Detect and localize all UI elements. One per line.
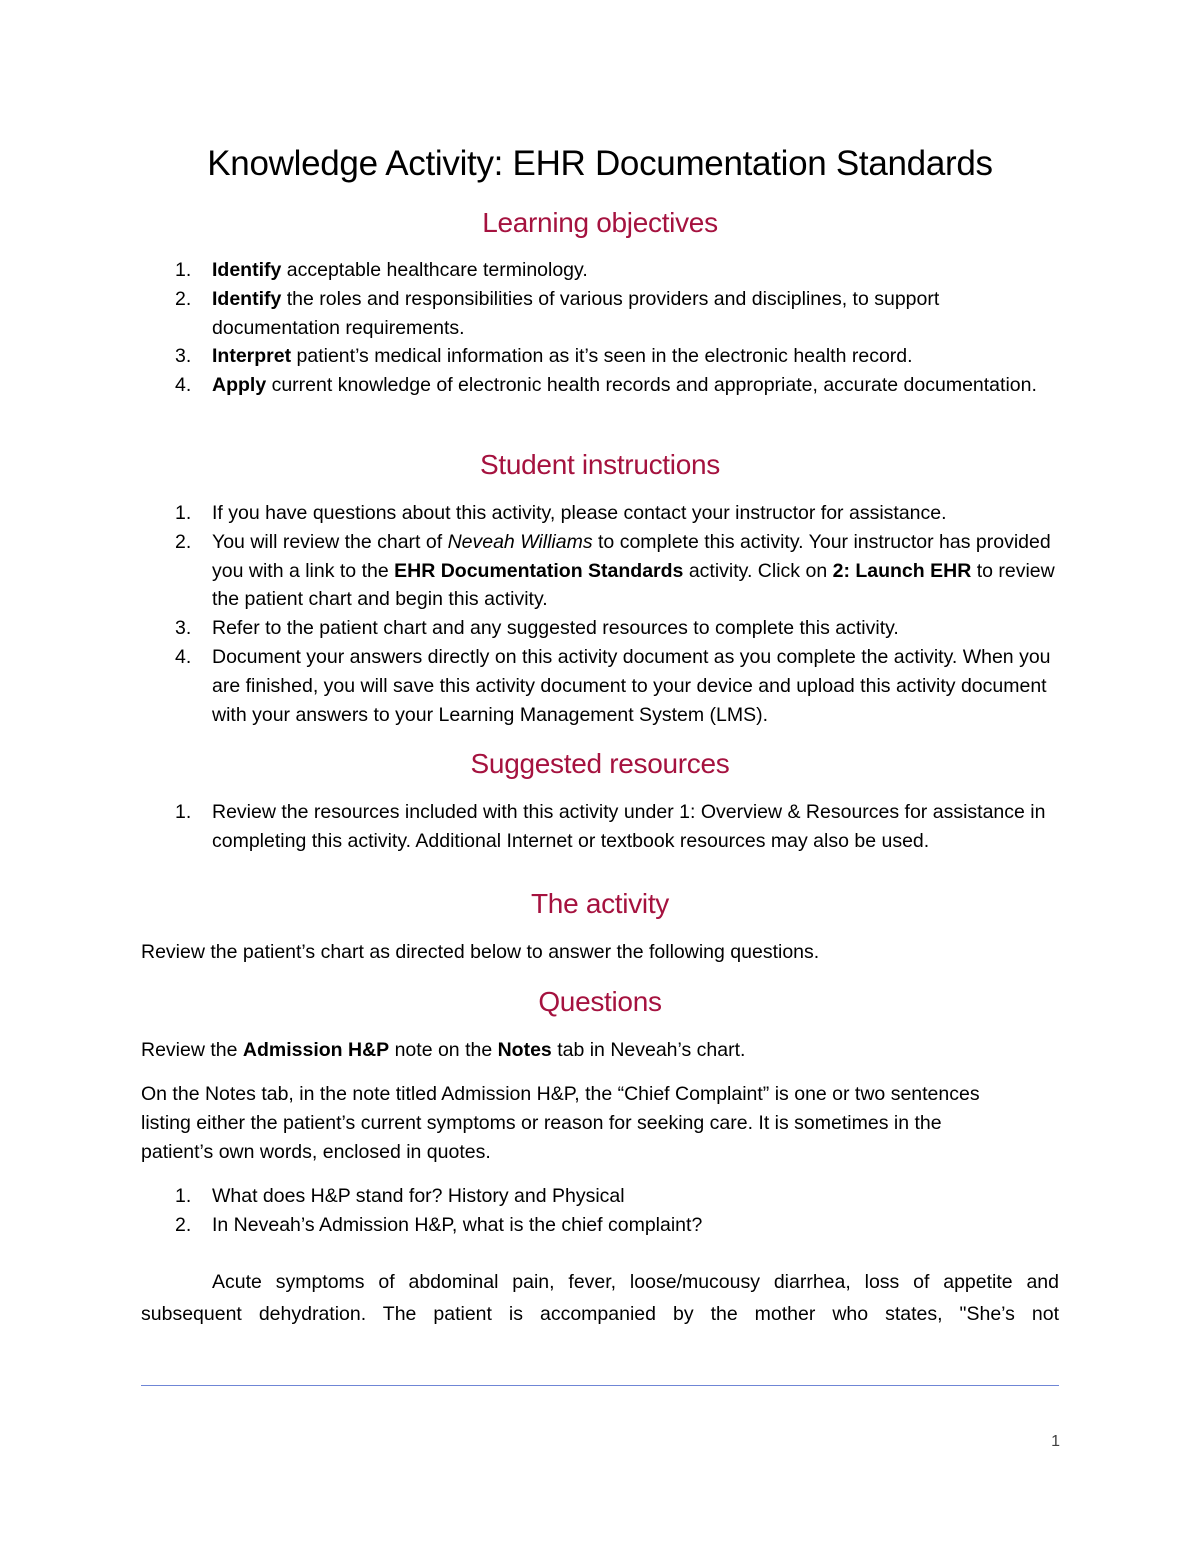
chief-complaint-description: On the Notes tab, in the note titled Admission H&P, the “Chief Complaint” is one or two sentences listing either the patient’s current symptoms or reason for seeking care. It is sometimes in the patient’s own words, enclosed in quotes.: [141, 1083, 980, 1163]
list-item: 1. If you have questions about this activity, please contact your instructor for assistance.: [175, 502, 947, 524]
list-item: 2. Identify the roles and responsibilities of various providers and disciplines, to support documentation requirements.: [175, 287, 940, 339]
questions-heading: Questions: [538, 986, 662, 1017]
activity-instruction: Review the patient’s chart as directed below to answer the following questions.: [141, 941, 820, 963]
page-number: 1: [1051, 1433, 1060, 1450]
suggested-resources-heading: Suggested resources: [470, 748, 730, 779]
list-item: 2. In Neveah’s Admission H&P, what is the chief complaint?: [175, 1213, 703, 1236]
list-item: 4. Document your answers directly on this activity document as you complete the activity. When you are finished, you will save this activity document to your device and upload this activity document with your answers to your Learning Management System (LMS).: [175, 645, 1051, 726]
the-activity-heading: The activity: [531, 888, 669, 919]
document-title: Knowledge Activity: EHR Documentation Standards: [207, 144, 993, 183]
list-item: 4. Apply current knowledge of electronic health records and appropriate, accurate documentation.: [175, 374, 1037, 397]
learning-objectives-list: [172, 256, 1062, 400]
student-instructions-heading: Student instructions: [480, 449, 720, 480]
questions-list: [172, 1182, 1062, 1240]
footer-divider: [141, 1385, 1059, 1386]
answer-line-1[interactable]: Acute symptoms of abdominal pain, fever, loose/mucousy diarrhea, loss of appetite and: [212, 1271, 1059, 1293]
list-item: 2. You will review the chart of Neveah Williams to complete this activity. Your instructor has provided you with a link to the EHR Documentation Standards activity. Click on 2: Launch EHR to review the patient chart and begin this activity.: [175, 530, 1055, 611]
list-item: 3. Refer to the patient chart and any suggested resources to complete this activity.: [175, 617, 899, 640]
list-item: 1. What does H&P stand for? History and Physical: [175, 1185, 625, 1207]
list-item: 3. Interpret patient’s medical information as it’s seen in the electronic health record.: [175, 345, 913, 368]
list-item: 1. Identify acceptable healthcare terminology.: [175, 259, 588, 281]
list-item: 1. Review the resources included with this activity under 1: Overview & Resources for assistance in completing this activity. Additional Internet or textbook resources may also be used.: [175, 801, 1046, 852]
review-instruction: Review the Admission H&P note on the Notes tab in Neveah’s chart.: [141, 1039, 746, 1061]
suggested-resources-list: [172, 798, 1062, 856]
learning-objectives-heading: Learning objectives: [482, 207, 718, 238]
student-instructions-list: [172, 499, 1062, 729]
answer-line-2[interactable]: subsequent dehydration. The patient is accompanied by the mother who states, "She’s not: [141, 1303, 1059, 1325]
patient-name: Neveah Williams: [447, 530, 593, 553]
